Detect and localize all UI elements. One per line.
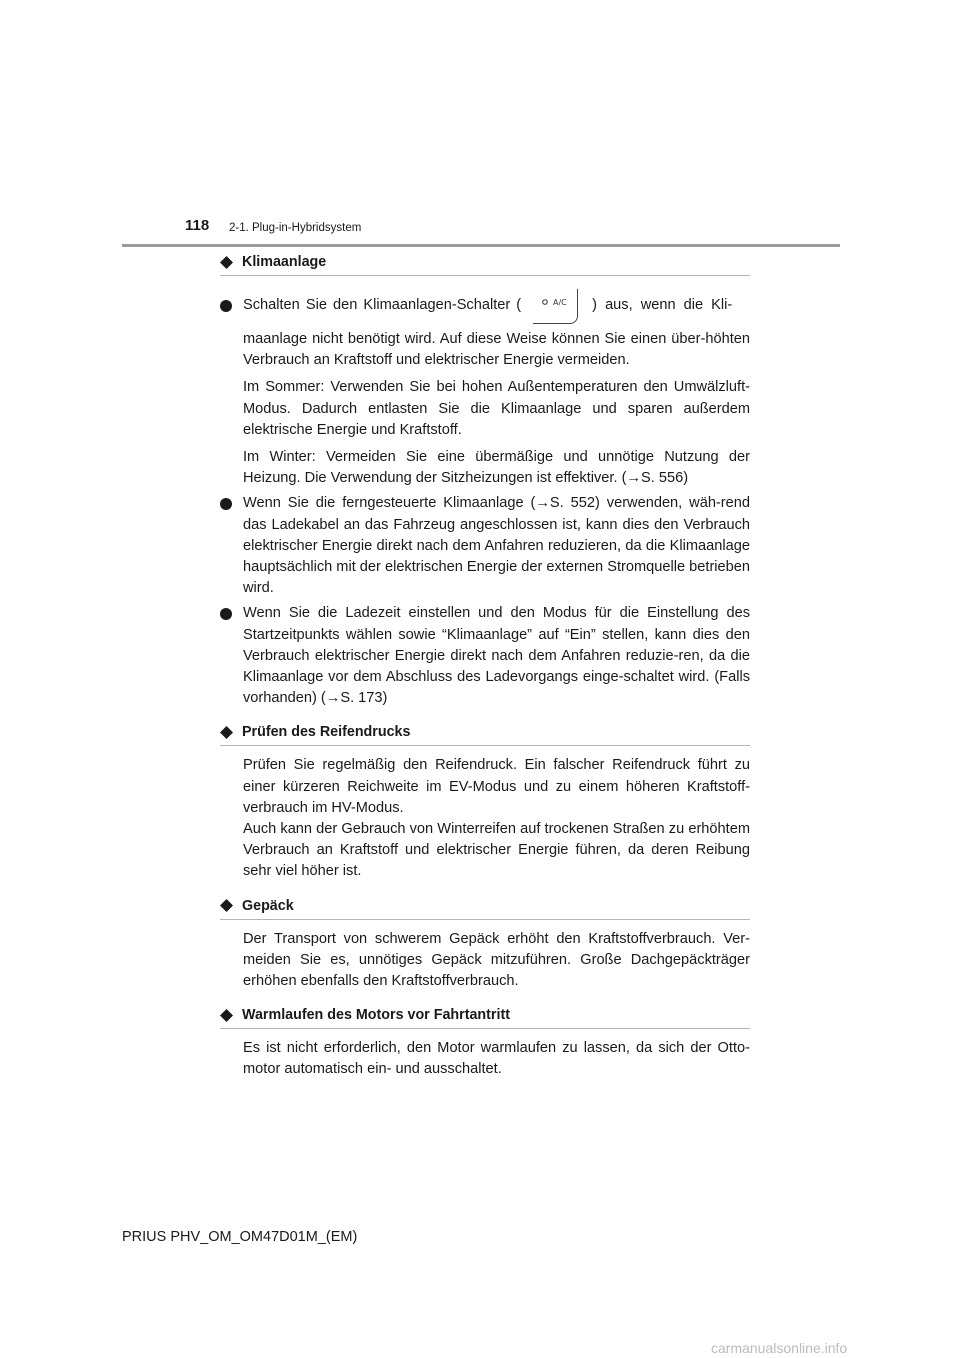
section-title: [220, 897, 750, 920]
bullet-icon: [220, 300, 232, 312]
diamond-icon: [220, 253, 234, 271]
section-title-text: Gepäck: [242, 897, 294, 914]
section-title-text: Warmlaufen des Motors vor Fahrtantritt: [242, 1007, 510, 1024]
section-title: [220, 723, 750, 746]
section-klimaanlage: [220, 253, 750, 709]
paragraph: Auch kann der Gebrauch von Winterreifen auf trockenen Straßen zu erhöhtem Verbrauch an Kraftstoff und elektrischer Energie führen, da deren Reibung sehr viel höher ist.: [243, 821, 750, 880]
section-title: [220, 1006, 750, 1029]
section-gepaeck: [220, 897, 750, 993]
bullet-icon: [220, 608, 232, 620]
section-title-text: Prüfen des Reifendrucks: [242, 724, 411, 741]
section-title: [220, 253, 750, 276]
list-item: Schalten Sie den Klimaanlagen-Schalter ( A/C ) aus, wenn die Kli- maanlage nicht benötigt wird. Auf diese Weise können Sie einen über-höhten Verbrauch an Kraftstoff und elektrischer Energie vermeiden. Im Sommer: Verwenden Sie bei hohen Außentemperaturen den Umwälzluft-Modus. Dadurch entlasten Sie die Klimaanlage und sparen außerdem elektrische Energie und Kraftstoff. Im Winter: Vermeiden Sie eine übermäßige und unnötige Nutzung der Heizung. Die Verwendung der Sitzheizungen ist effektiver. (→S. 556): [220, 286, 750, 489]
ac-label: A/C: [553, 297, 567, 307]
diamond-icon: [220, 897, 234, 915]
diamond-icon: [220, 1006, 234, 1024]
diamond-icon: [220, 723, 234, 741]
paragraph: Es ist nicht erforderlich, den Motor warmlaufen zu lassen, da sich der Otto-motor automatisch ein- und ausschaltet.: [243, 1040, 750, 1078]
section-reifendruck: [220, 723, 750, 882]
section-title-text: Klimaanlage: [242, 254, 327, 270]
ac-button-icon: [533, 289, 578, 324]
header-divider: [122, 244, 840, 247]
list-item: Wenn Sie die Ladezeit einstellen und den Modus für die Einstellung des Startzeitpunkts wählen sowie “Klimaanlage” auf “Ein” stellen, kann dies den Verbrauch elektrischer Energie direkt nach dem Anfahren reduzie-ren, da die Klimaanlage vor dem Abschluss des Ladevorgangs einge-schaltet wird. (Falls vorhanden) (→S. 173): [220, 603, 750, 709]
page-content: [220, 253, 750, 1081]
paragraph: Der Transport von schwerem Gepäck erhöht den Kraftstoffverbrauch. Ver-meiden Sie es, unnötiges Gepäck mitzuführen. Große Dachgepäckträger erhöhen ebenfalls den Kraftstoffverbrauch.: [243, 930, 750, 990]
chapter-title: 2-1. Plug-in-Hybridsystem: [229, 222, 362, 234]
paragraph: Prüfen Sie regelmäßig den Reifendruck. Ein falscher Reifendruck führt zu einer kürzeren Reichweite im EV-Modus und zu einem höheren Kraftstoff-verbrauch im HV-Modus.: [243, 757, 750, 816]
page-number: 118: [185, 217, 210, 234]
watermark: carmanualsonline.info: [711, 1340, 848, 1356]
footer-doc-code: PRIUS PHV_OM_OM47D01M_(EM): [122, 1229, 358, 1245]
section-warmlaufen: [220, 1006, 750, 1080]
bullet-icon: [220, 498, 232, 510]
list-item: Wenn Sie die ferngesteuerte Klimaanlage (→S. 552) verwenden, wäh-rend das Ladekabel an das Fahrzeug angeschlossen ist, kann dies den Verbrauch elektrischer Energie direkt nach dem Anfahren reduzieren, da die Klimaanlage hauptsächlich mit der elektrischen Energie der externen Stromquelle betrieben wird.: [220, 493, 750, 599]
